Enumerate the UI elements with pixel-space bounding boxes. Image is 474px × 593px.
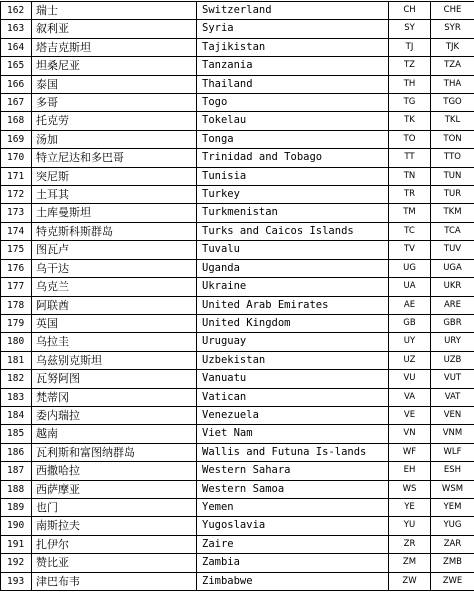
table-row bbox=[1, 167, 474, 185]
alpha3-code-cell: YUG bbox=[431, 517, 474, 535]
alpha3-code-cell: VEN bbox=[431, 406, 474, 424]
row-number-cell: 188 bbox=[1, 480, 32, 498]
english-name-cell: Zimbabwe bbox=[197, 572, 389, 590]
alpha3-code-cell: UZB bbox=[431, 351, 474, 369]
alpha2-code-cell: GB bbox=[389, 314, 431, 332]
row-number-cell: 175 bbox=[1, 241, 32, 259]
alpha3-code-cell: ZMB bbox=[431, 554, 474, 572]
alpha3-code-cell: THA bbox=[431, 75, 474, 93]
english-name-cell: Zambia bbox=[197, 554, 389, 572]
alpha3-code-cell: UKR bbox=[431, 278, 474, 296]
alpha2-code-cell: EH bbox=[389, 462, 431, 480]
alpha2-code-cell: WF bbox=[389, 443, 431, 461]
table-row bbox=[1, 296, 474, 314]
alpha3-code-cell: VUT bbox=[431, 370, 474, 388]
chinese-name-cell: 乌兹别克斯坦 bbox=[32, 351, 197, 369]
alpha3-code-cell: ESH bbox=[431, 462, 474, 480]
table-row bbox=[1, 535, 474, 553]
table-row bbox=[1, 75, 474, 93]
alpha2-code-cell: UG bbox=[389, 259, 431, 277]
alpha2-code-cell: CH bbox=[389, 2, 431, 20]
english-name-cell: United Arab Emirates bbox=[197, 296, 389, 314]
alpha2-code-cell: VU bbox=[389, 370, 431, 388]
alpha3-code-cell: GBR bbox=[431, 314, 474, 332]
table-row bbox=[1, 333, 474, 351]
alpha2-code-cell: TJ bbox=[389, 38, 431, 56]
chinese-name-cell: 泰国 bbox=[32, 75, 197, 93]
table-row bbox=[1, 204, 474, 222]
row-number-cell: 180 bbox=[1, 333, 32, 351]
english-name-cell: Uruguay bbox=[197, 333, 389, 351]
chinese-name-cell: 乌克兰 bbox=[32, 278, 197, 296]
alpha2-code-cell: UZ bbox=[389, 351, 431, 369]
chinese-name-cell: 图瓦卢 bbox=[32, 241, 197, 259]
alpha3-code-cell: VNM bbox=[431, 425, 474, 443]
alpha3-code-cell: TJK bbox=[431, 38, 474, 56]
chinese-name-cell: 瑞士 bbox=[32, 2, 197, 20]
alpha3-code-cell: TZA bbox=[431, 57, 474, 75]
alpha2-code-cell: YU bbox=[389, 517, 431, 535]
chinese-name-cell: 特克斯科斯群岛 bbox=[32, 222, 197, 240]
row-number-cell: 165 bbox=[1, 57, 32, 75]
row-number-cell: 189 bbox=[1, 498, 32, 516]
table-row bbox=[1, 406, 474, 424]
row-number-cell: 172 bbox=[1, 186, 32, 204]
chinese-name-cell: 赞比亚 bbox=[32, 554, 197, 572]
table-row bbox=[1, 149, 474, 167]
alpha3-code-cell: SYR bbox=[431, 20, 474, 38]
alpha2-code-cell: TO bbox=[389, 130, 431, 148]
english-name-cell: Tajikistan bbox=[197, 38, 389, 56]
english-name-cell: Zaire bbox=[197, 535, 389, 553]
chinese-name-cell: 突尼斯 bbox=[32, 167, 197, 185]
alpha2-code-cell: TT bbox=[389, 149, 431, 167]
table-row bbox=[1, 278, 474, 296]
table-row bbox=[1, 130, 474, 148]
row-number-cell: 167 bbox=[1, 94, 32, 112]
alpha2-code-cell: SY bbox=[389, 20, 431, 38]
row-number-cell: 192 bbox=[1, 554, 32, 572]
alpha3-code-cell: ZWE bbox=[431, 572, 474, 590]
table-row bbox=[1, 370, 474, 388]
english-name-cell: Western Sahara bbox=[197, 462, 389, 480]
table-row bbox=[1, 517, 474, 535]
alpha3-code-cell: TON bbox=[431, 130, 474, 148]
alpha2-code-cell: WS bbox=[389, 480, 431, 498]
chinese-name-cell: 梵蒂冈 bbox=[32, 388, 197, 406]
country-code-table-body bbox=[1, 2, 474, 591]
alpha3-code-cell: TCA bbox=[431, 222, 474, 240]
chinese-name-cell: 坦桑尼亚 bbox=[32, 57, 197, 75]
english-name-cell: Turkmenistan bbox=[197, 204, 389, 222]
english-name-cell: Turks and Caicos Islands bbox=[197, 222, 389, 240]
alpha2-code-cell: ZM bbox=[389, 554, 431, 572]
row-number-cell: 177 bbox=[1, 278, 32, 296]
table-row bbox=[1, 94, 474, 112]
chinese-name-cell: 瓦努阿图 bbox=[32, 370, 197, 388]
table-row bbox=[1, 443, 474, 461]
english-name-cell: Western Samoa bbox=[197, 480, 389, 498]
row-number-cell: 190 bbox=[1, 517, 32, 535]
chinese-name-cell: 叙利亚 bbox=[32, 20, 197, 38]
alpha2-code-cell: TZ bbox=[389, 57, 431, 75]
alpha3-code-cell: CHE bbox=[431, 2, 474, 20]
english-name-cell: Thailand bbox=[197, 75, 389, 93]
alpha3-code-cell: ZAR bbox=[431, 535, 474, 553]
row-number-cell: 185 bbox=[1, 425, 32, 443]
table-row bbox=[1, 57, 474, 75]
row-number-cell: 179 bbox=[1, 314, 32, 332]
alpha2-code-cell: TM bbox=[389, 204, 431, 222]
alpha3-code-cell: URY bbox=[431, 333, 474, 351]
country-code-table bbox=[0, 1, 474, 591]
row-number-cell: 170 bbox=[1, 149, 32, 167]
english-name-cell: Tunisia bbox=[197, 167, 389, 185]
chinese-name-cell: 瓦利斯和富图纳群岛 bbox=[32, 443, 197, 461]
alpha2-code-cell: UA bbox=[389, 278, 431, 296]
alpha2-code-cell: VA bbox=[389, 388, 431, 406]
chinese-name-cell: 委内瑞拉 bbox=[32, 406, 197, 424]
alpha3-code-cell: TUN bbox=[431, 167, 474, 185]
english-name-cell: Togo bbox=[197, 94, 389, 112]
chinese-name-cell: 乌拉圭 bbox=[32, 333, 197, 351]
alpha3-code-cell: VAT bbox=[431, 388, 474, 406]
alpha3-code-cell: TGO bbox=[431, 94, 474, 112]
alpha2-code-cell: TG bbox=[389, 94, 431, 112]
row-number-cell: 183 bbox=[1, 388, 32, 406]
chinese-name-cell: 西萨摩亚 bbox=[32, 480, 197, 498]
alpha3-code-cell: WSM bbox=[431, 480, 474, 498]
row-number-cell: 169 bbox=[1, 130, 32, 148]
alpha2-code-cell: ZR bbox=[389, 535, 431, 553]
chinese-name-cell: 越南 bbox=[32, 425, 197, 443]
chinese-name-cell: 汤加 bbox=[32, 130, 197, 148]
row-number-cell: 193 bbox=[1, 572, 32, 590]
alpha3-code-cell: TTO bbox=[431, 149, 474, 167]
alpha2-code-cell: TH bbox=[389, 75, 431, 93]
table-row bbox=[1, 554, 474, 572]
chinese-name-cell: 塔吉克斯坦 bbox=[32, 38, 197, 56]
english-name-cell: Viet Nam bbox=[197, 425, 389, 443]
english-name-cell: Switzerland bbox=[197, 2, 389, 20]
alpha3-code-cell: TKL bbox=[431, 112, 474, 130]
alpha2-code-cell: YE bbox=[389, 498, 431, 516]
alpha3-code-cell: TKM bbox=[431, 204, 474, 222]
english-name-cell: Vanuatu bbox=[197, 370, 389, 388]
table-row bbox=[1, 462, 474, 480]
alpha2-code-cell: VE bbox=[389, 406, 431, 424]
table-row bbox=[1, 2, 474, 20]
english-name-cell: Uzbekistan bbox=[197, 351, 389, 369]
english-name-cell: Ukraine bbox=[197, 278, 389, 296]
alpha2-code-cell: TV bbox=[389, 241, 431, 259]
english-name-cell: Uganda bbox=[197, 259, 389, 277]
row-number-cell: 171 bbox=[1, 167, 32, 185]
english-name-cell: Tanzania bbox=[197, 57, 389, 75]
alpha3-code-cell: TUR bbox=[431, 186, 474, 204]
alpha3-code-cell: WLF bbox=[431, 443, 474, 461]
chinese-name-cell: 土库曼斯坦 bbox=[32, 204, 197, 222]
alpha2-code-cell: VN bbox=[389, 425, 431, 443]
chinese-name-cell: 扎伊尔 bbox=[32, 535, 197, 553]
table-row bbox=[1, 112, 474, 130]
table-row bbox=[1, 498, 474, 516]
english-name-cell: Tonga bbox=[197, 130, 389, 148]
alpha3-code-cell: YEM bbox=[431, 498, 474, 516]
row-number-cell: 178 bbox=[1, 296, 32, 314]
alpha3-code-cell: ARE bbox=[431, 296, 474, 314]
chinese-name-cell: 土耳其 bbox=[32, 186, 197, 204]
chinese-name-cell: 南斯拉夫 bbox=[32, 517, 197, 535]
chinese-name-cell: 乌干达 bbox=[32, 259, 197, 277]
table-row bbox=[1, 222, 474, 240]
row-number-cell: 163 bbox=[1, 20, 32, 38]
row-number-cell: 166 bbox=[1, 75, 32, 93]
chinese-name-cell: 特立尼达和多巴哥 bbox=[32, 149, 197, 167]
chinese-name-cell: 阿联酋 bbox=[32, 296, 197, 314]
row-number-cell: 181 bbox=[1, 351, 32, 369]
chinese-name-cell: 英国 bbox=[32, 314, 197, 332]
alpha2-code-cell: AE bbox=[389, 296, 431, 314]
row-number-cell: 186 bbox=[1, 443, 32, 461]
english-name-cell: Tuvalu bbox=[197, 241, 389, 259]
alpha2-code-cell: TR bbox=[389, 186, 431, 204]
table-row bbox=[1, 20, 474, 38]
english-name-cell: Vatican bbox=[197, 388, 389, 406]
table-row bbox=[1, 425, 474, 443]
chinese-name-cell: 也门 bbox=[32, 498, 197, 516]
alpha2-code-cell: TN bbox=[389, 167, 431, 185]
row-number-cell: 187 bbox=[1, 462, 32, 480]
english-name-cell: United Kingdom bbox=[197, 314, 389, 332]
table-row bbox=[1, 38, 474, 56]
english-name-cell: Turkey bbox=[197, 186, 389, 204]
row-number-cell: 174 bbox=[1, 222, 32, 240]
chinese-name-cell: 多哥 bbox=[32, 94, 197, 112]
row-number-cell: 168 bbox=[1, 112, 32, 130]
chinese-name-cell: 托克劳 bbox=[32, 112, 197, 130]
alpha3-code-cell: TUV bbox=[431, 241, 474, 259]
english-name-cell: Yugoslavia bbox=[197, 517, 389, 535]
english-name-cell: Wallis and Futuna Is-lands bbox=[197, 443, 389, 461]
table-row bbox=[1, 259, 474, 277]
english-name-cell: Yemen bbox=[197, 498, 389, 516]
table-row bbox=[1, 351, 474, 369]
table-row bbox=[1, 388, 474, 406]
alpha3-code-cell: UGA bbox=[431, 259, 474, 277]
row-number-cell: 176 bbox=[1, 259, 32, 277]
row-number-cell: 173 bbox=[1, 204, 32, 222]
alpha2-code-cell: ZW bbox=[389, 572, 431, 590]
table-row bbox=[1, 572, 474, 590]
alpha2-code-cell: TC bbox=[389, 222, 431, 240]
chinese-name-cell: 西撒哈拉 bbox=[32, 462, 197, 480]
row-number-cell: 182 bbox=[1, 370, 32, 388]
row-number-cell: 164 bbox=[1, 38, 32, 56]
english-name-cell: Venezuela bbox=[197, 406, 389, 424]
row-number-cell: 184 bbox=[1, 406, 32, 424]
table-row bbox=[1, 314, 474, 332]
table-row bbox=[1, 241, 474, 259]
row-number-cell: 162 bbox=[1, 2, 32, 20]
alpha2-code-cell: TK bbox=[389, 112, 431, 130]
english-name-cell: Trinidad and Tobago bbox=[197, 149, 389, 167]
table-row bbox=[1, 480, 474, 498]
alpha2-code-cell: UY bbox=[389, 333, 431, 351]
chinese-name-cell: 津巴布韦 bbox=[32, 572, 197, 590]
english-name-cell: Syria bbox=[197, 20, 389, 38]
english-name-cell: Tokelau bbox=[197, 112, 389, 130]
row-number-cell: 191 bbox=[1, 535, 32, 553]
table-row bbox=[1, 186, 474, 204]
